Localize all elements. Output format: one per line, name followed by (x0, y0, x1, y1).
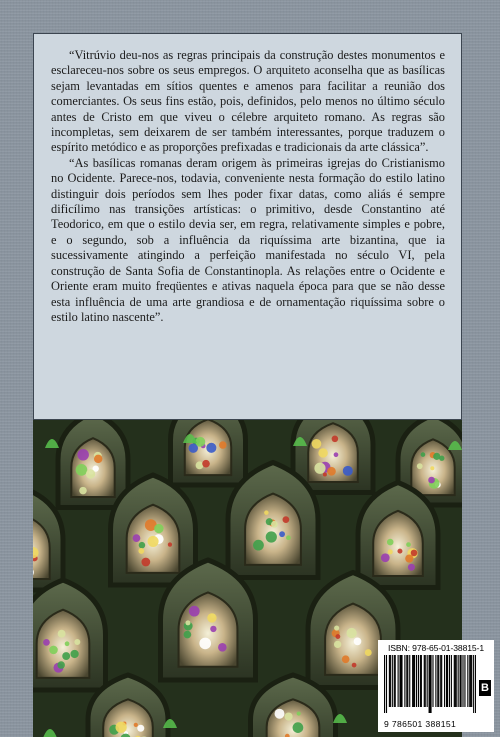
back-cover-text-panel (33, 33, 462, 420)
isbn-label: ISBN: 978-65-01-38815-1 (387, 643, 485, 653)
isbn-barcode (378, 640, 494, 732)
publisher-logo-icon: B (479, 680, 491, 696)
quote-paragraph-2: “As basílicas romanas deram origem às primeiras igrejas do Cristianismo no Ocidente. Parece-nos, todavia, conveniente nesta formação do estilo latino distinguir dois períodos sem lhes poder fixar datas, como aliás é sempre dificílimo nas transições artísticas: o primitivo, desde Constantino até Teodorico, em que o estilo devia ser, em regra, relativamente simples e pobre, e o segundo, sob a influência da riquíssima arte bizantina, que ia sucessivamente atingindo a perfeição manifestada no século VI, pela construção de Santa Sofia de Constantinopla. As relações entre o Ocidente e Oriente eram muito freqüentes e ativas naquela época para que se não desse esta influência de uma arte grandiosa e de ornamentação riquíssima sobre o estilo latino nascente”. (51, 155, 445, 324)
quote-paragraph-1: “Vitrúvio deu-nos as regras principais da construção destes monumentos e esclareceu-nos sobre os seus empregos. O arquiteto aconselha que as basílicas sejam levantadas em sítios quentes e amenos para facilitar a reunião dos comerciantes. Os seus fins estão, pois, definidos, pelo menos no último século antes de Cristo em que viveu o célebre arquiteto romano. As regras são incompletas, sem deixarem de ser também interessantes, porque traduzem o espírito metódico e as proporções prefixadas e tradicionais da arte clássica”. (51, 48, 445, 155)
barcode-digits: 9 786501 388151 (384, 719, 457, 729)
barcode-bars (384, 655, 476, 713)
